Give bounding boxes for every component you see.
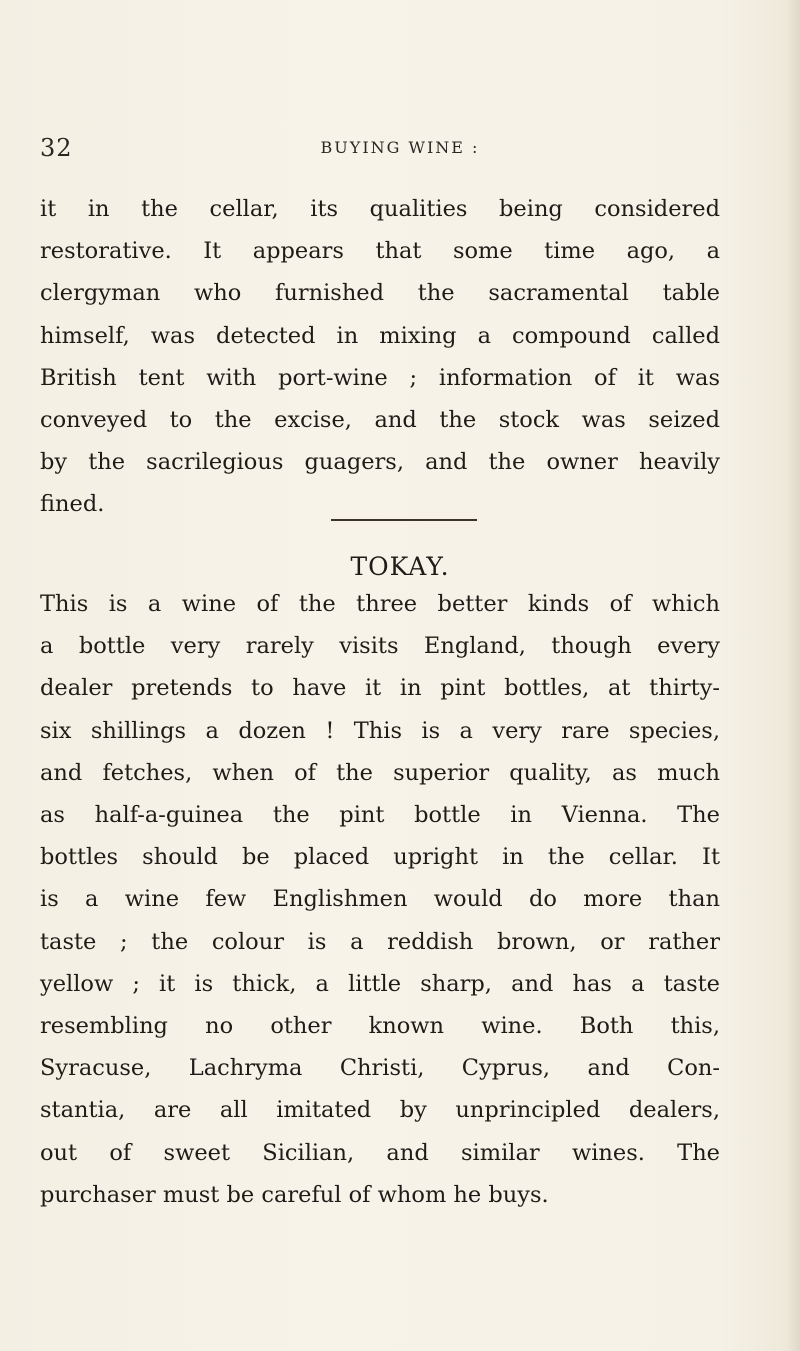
text-line: Syracuse, Lachryma Christi, Cyprus, and Con- bbox=[40, 1055, 720, 1082]
text-line: a bottle very rarely visits England, though every bbox=[40, 633, 720, 660]
text-line: conveyed to the excise, and the stock was seized bbox=[40, 407, 720, 434]
text-line: taste ; the colour is a reddish brown, or rather bbox=[40, 928, 720, 955]
text-line: himself, was detected in mixing a compound called bbox=[40, 322, 720, 349]
text-line: resembling no other known wine. Both this, bbox=[40, 1013, 720, 1040]
text-line: six shillings a dozen ! This is a very rare species, bbox=[40, 717, 720, 744]
text-line: dealer pretends to have it in pint bottles, at thirty- bbox=[40, 675, 720, 702]
paragraph-cellar-continuation bbox=[40, 188, 720, 526]
text-line: bottles should be placed upright in the cellar. It bbox=[40, 844, 720, 871]
text-line: is a wine few Englishmen would do more than bbox=[40, 886, 720, 913]
text-line: stantia, are all imitated by unprincipled dealers, bbox=[40, 1097, 720, 1124]
text-line: clergyman who furnished the sacramental table bbox=[40, 280, 720, 307]
text-line: British tent with port-wine ; information of it was bbox=[40, 364, 720, 391]
text-line: yellow ; it is thick, a little sharp, and has a taste bbox=[40, 970, 720, 997]
text-line: purchaser must be careful of whom he buys. bbox=[40, 1181, 549, 1208]
section-heading: TOKAY. bbox=[350, 552, 450, 581]
text-line: This is a wine of the three better kinds of which bbox=[40, 591, 720, 617]
text-line: and fetches, when of the superior quality, as much bbox=[40, 759, 720, 786]
text-line: as half-a-guinea the pint bottle in Vienna. The bbox=[40, 802, 720, 829]
text-line: out of sweet Sicilian, and similar wines. The bbox=[40, 1139, 720, 1166]
page-number: 32 bbox=[40, 134, 73, 162]
text-line: by the sacrilegious guagers, and the owner heavily bbox=[40, 449, 720, 476]
section-divider-rule bbox=[331, 519, 477, 521]
running-head: BUYING WINE : bbox=[320, 138, 480, 157]
text-line: fined. bbox=[40, 491, 105, 518]
paragraph-tokay bbox=[40, 583, 720, 1216]
page-edge-shadow bbox=[786, 0, 800, 1351]
text-line: it in the cellar, its qualities being considered bbox=[40, 196, 720, 222]
text-line: restorative. It appears that some time ago, a bbox=[40, 238, 720, 265]
